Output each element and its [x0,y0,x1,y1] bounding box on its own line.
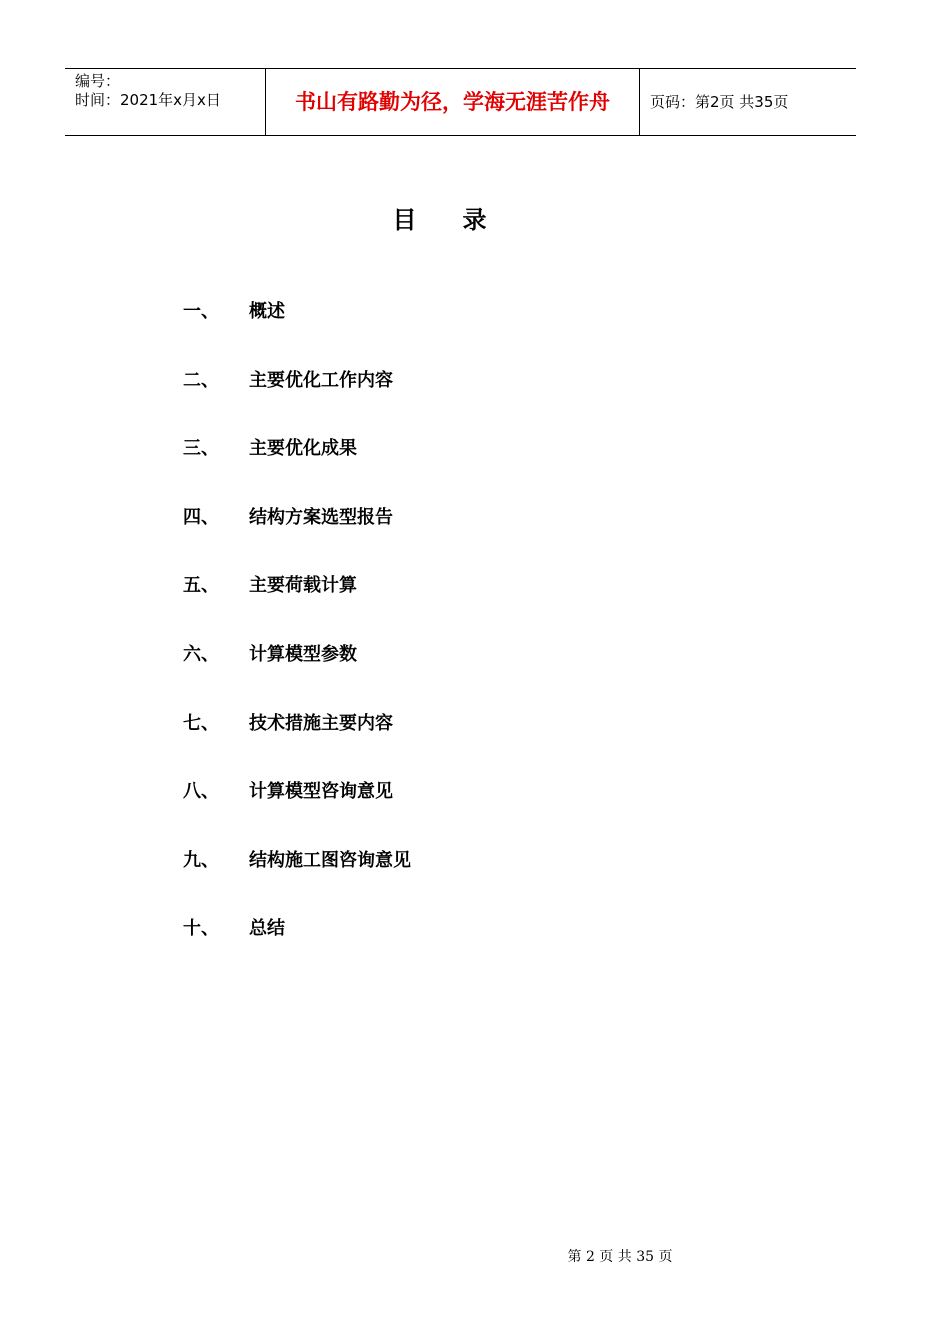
toc-item-label: 概述 [249,301,285,322]
toc-item-label: 主要优化工作内容 [249,369,393,391]
header-motto: 书山有路勤为径，学海无涯苦作舟 [266,69,640,135]
toc-item-number: 九、 [183,849,219,871]
toc-item-label: 技术措施主要内容 [249,712,393,734]
toc-item-number: 七、 [183,712,219,734]
toc-item-number: 二、 [183,369,219,391]
toc-item-number: 十、 [183,918,219,940]
toc-item-label: 总结 [249,918,285,940]
toc-item-number: 三、 [183,438,219,460]
document-header [65,68,856,136]
toc-item-number: 四、 [183,506,219,528]
toc-item-number: 六、 [183,643,219,665]
toc-item-label: 计算模型咨询意见 [249,781,393,803]
toc-item-label: 计算模型参数 [249,643,357,665]
toc-item-label: 主要荷载计算 [249,575,357,597]
toc-item-number: 一、 [183,301,219,322]
toc-item-number: 八、 [183,781,219,803]
toc-title: 目录 [392,206,533,234]
page-footer: 第 2 页 共 35 页 [567,1249,673,1265]
time-label: 时间：2021年x月x日 [75,91,221,109]
header-meta-cell [65,69,266,135]
toc-item-label: 结构方案选型报告 [249,506,393,528]
toc-item-label: 主要优化成果 [249,438,357,460]
number-label: 编号： [75,72,121,90]
header-page-info: 页码：第2页 共35页 [650,93,789,111]
toc-item-number: 五、 [183,575,219,597]
toc-item-label: 结构施工图咨询意见 [249,849,411,871]
